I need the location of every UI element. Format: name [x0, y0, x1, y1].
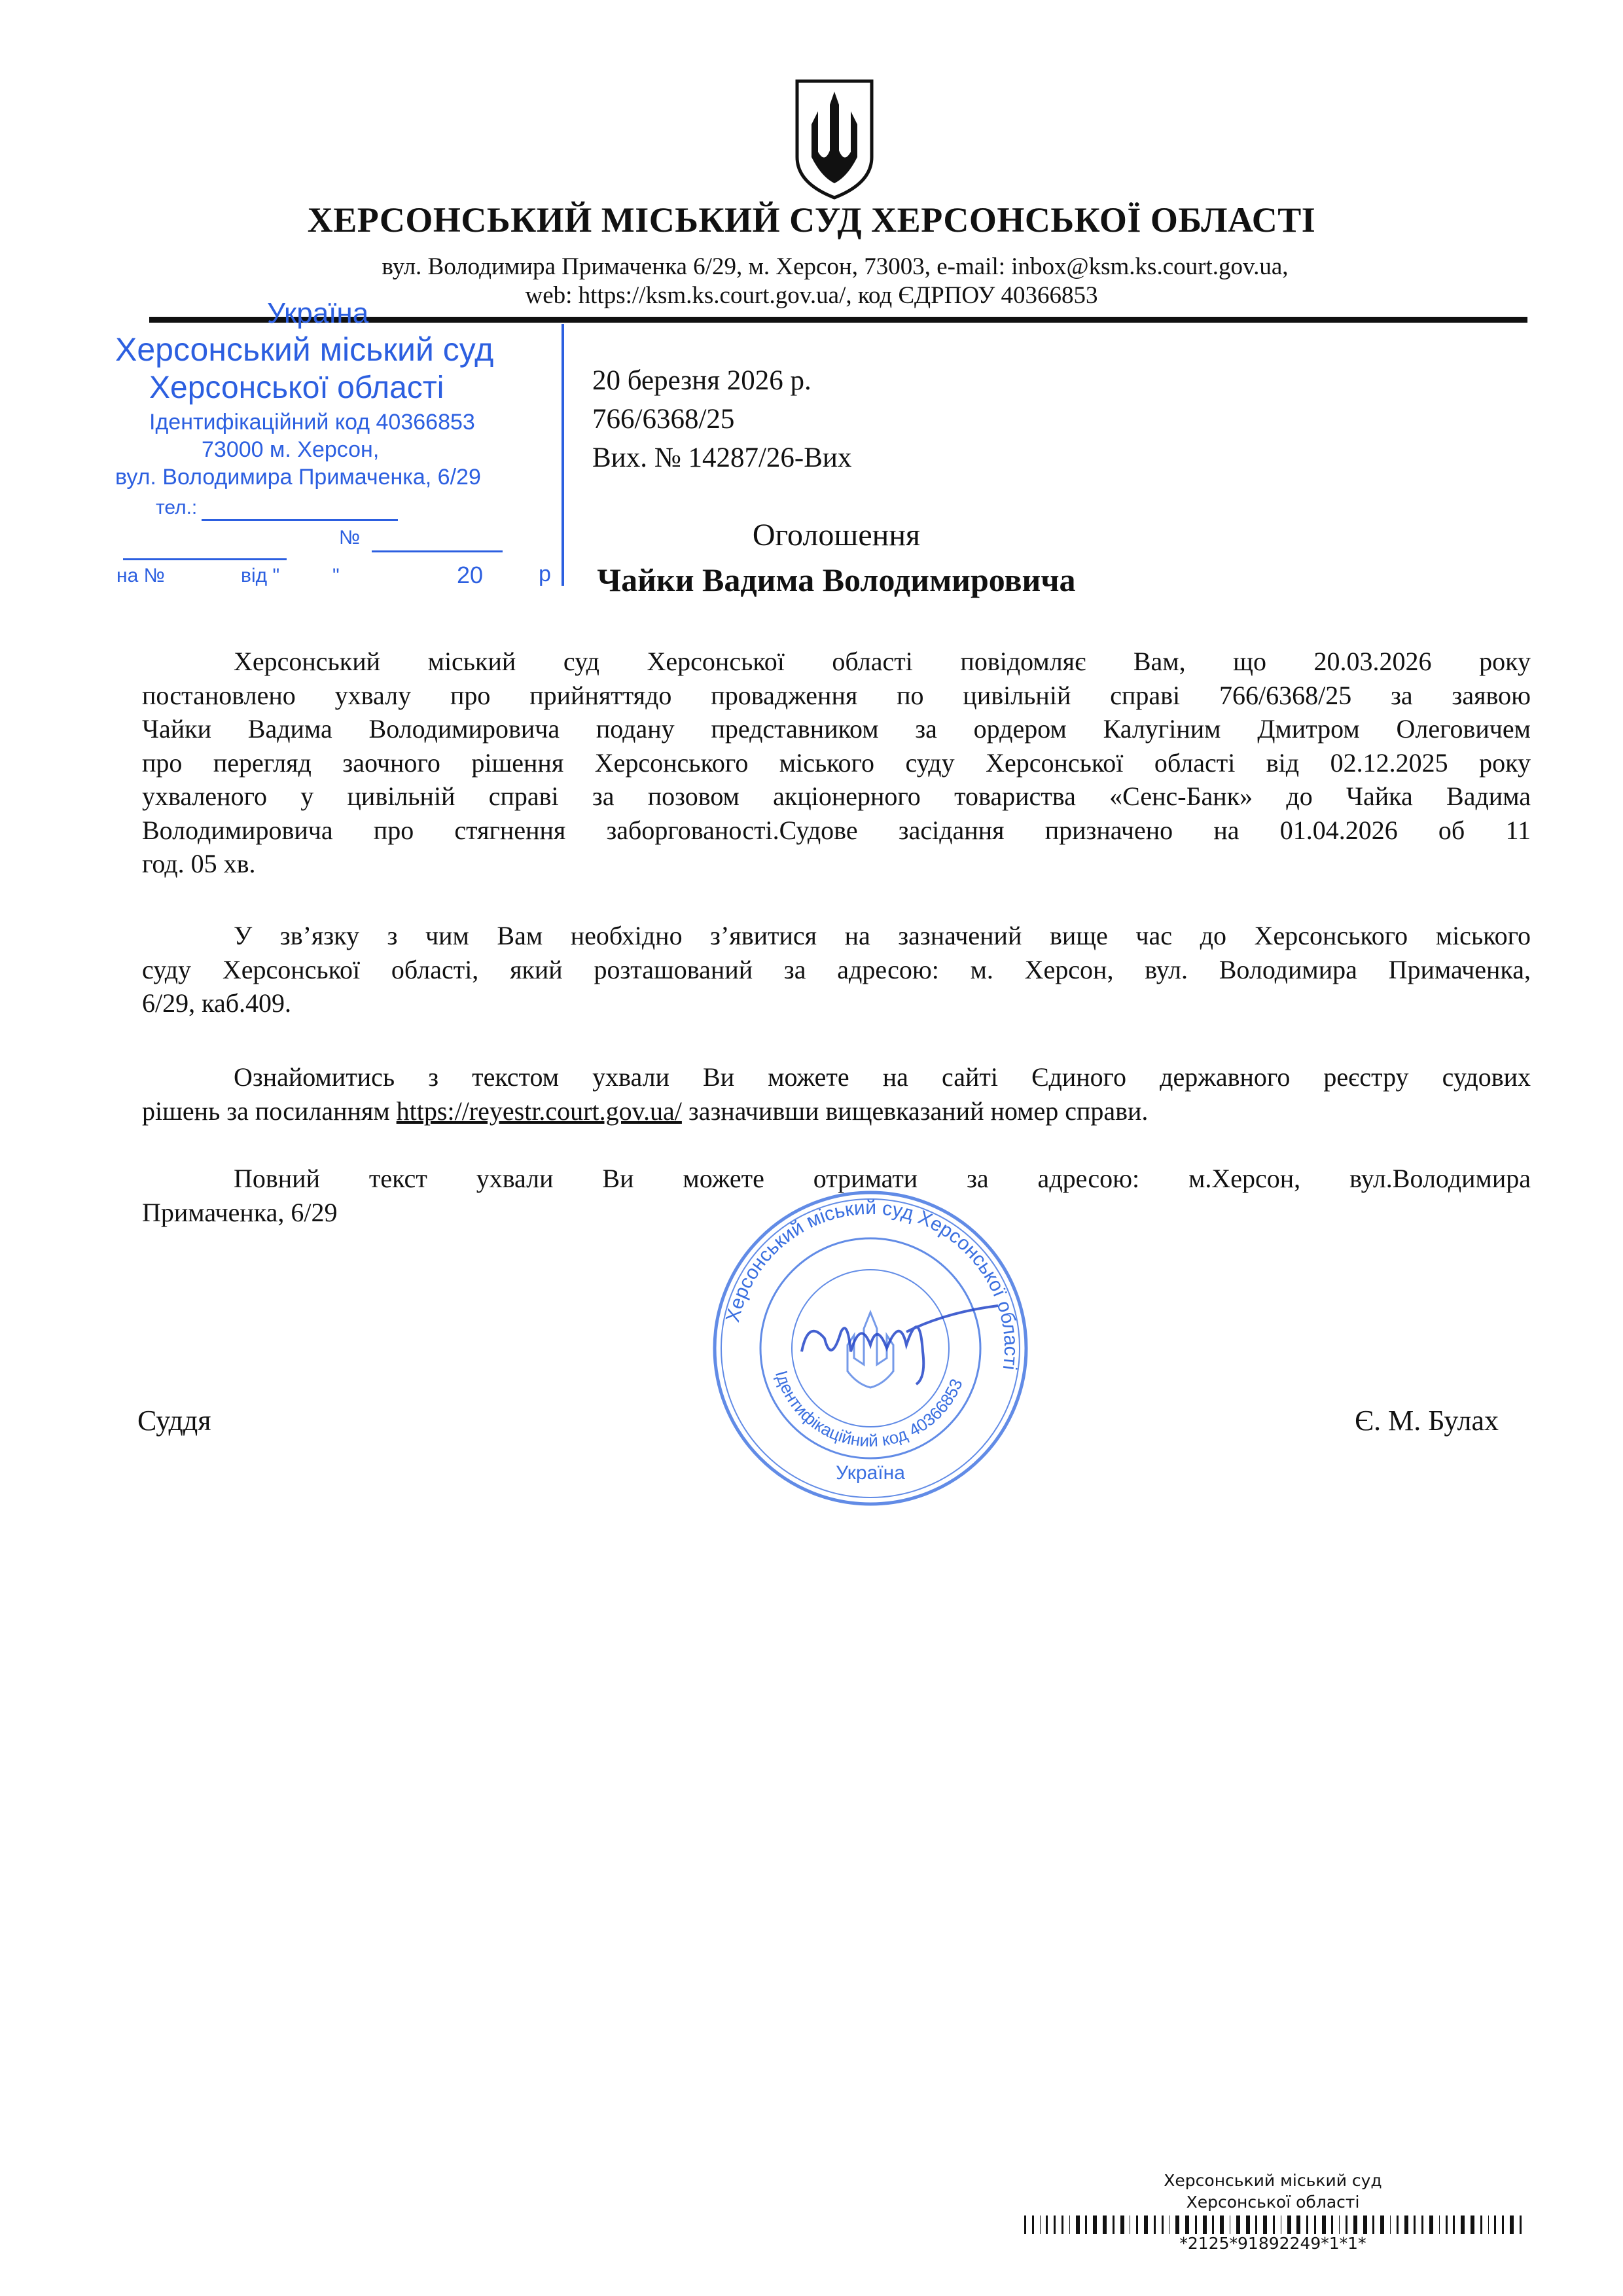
- stamp-id-code: Ідентифікаційний код 40366853: [149, 410, 475, 435]
- barcode-bar: [1488, 2215, 1489, 2234]
- stamp-year-suffix: р: [539, 562, 551, 586]
- barcode-bar: [1120, 2215, 1124, 2234]
- footer-org-line1: Херсонський міський суд: [1164, 2171, 1382, 2190]
- text-line: Примаченка, 6/29: [142, 1197, 338, 1227]
- court-seal: [710, 1188, 1031, 1509]
- document-meta: [592, 361, 851, 477]
- barcode-bar: [1502, 2215, 1504, 2234]
- barcode-bar: [1471, 2215, 1474, 2234]
- barcode-bar: [1421, 2215, 1423, 2234]
- text-line: суду Херсонської області, який розташований за адресою: м. Херсон, вул. Володимира Примаченка,: [142, 954, 1531, 984]
- barcode-bar: [1446, 2215, 1448, 2234]
- barcode: [1024, 2215, 1522, 2234]
- text-fragment: зазначивши вищевказаний номер справи.: [681, 1096, 1149, 1126]
- barcode-bar: [1076, 2215, 1080, 2234]
- barcode-bar: [1136, 2215, 1138, 2234]
- barcode-bar: [1203, 2215, 1207, 2234]
- barcode-bar: [1212, 2215, 1214, 2234]
- paragraph-appearance: [142, 919, 1531, 1020]
- stamp-street: вул. Володимира Примаченка, 6/29: [115, 465, 481, 490]
- barcode-bar: [1061, 2215, 1063, 2234]
- text-line: Херсонський міський суд Херсонської області повідомляє Вам, що 20.03.2026 року: [234, 647, 1531, 676]
- barcode-bar: [1414, 2215, 1416, 2234]
- notice-heading: Оголошення: [752, 518, 921, 552]
- text-line: про перегляд заочного рішення Херсонського міського суду Херсонської області від 02.12.2025 року: [142, 747, 1531, 778]
- stamp-court-line2: Херсонської області: [149, 370, 444, 405]
- barcode-bar: [1390, 2215, 1391, 2234]
- judge-signature: [802, 1306, 998, 1384]
- barcode-bar: [1093, 2215, 1097, 2234]
- stamp-quote: ": [332, 565, 340, 586]
- barcode-bar: [1046, 2215, 1048, 2234]
- barcode-bar: [1175, 2215, 1179, 2234]
- registry-link[interactable]: https://reyestr.court.gov.ua/: [396, 1096, 682, 1126]
- barcode-bar: [1103, 2215, 1107, 2234]
- barcode-bar: [1453, 2215, 1455, 2234]
- text-line: [142, 1094, 1531, 1128]
- barcode-bar: [1480, 2215, 1482, 2234]
- judge-name: Є. М. Булах: [1355, 1405, 1499, 1437]
- text-line: год. 05 хв.: [142, 849, 256, 878]
- text-fragment: рішень за посиланням: [142, 1096, 397, 1126]
- barcode-bar: [1113, 2215, 1115, 2234]
- stamp-number-label: №: [339, 527, 361, 548]
- barcode-bar: [1397, 2215, 1399, 2234]
- stamp-year-prefix: 20: [457, 562, 484, 588]
- barcode-bar: [1246, 2215, 1250, 2234]
- seal-bottom-text: Україна: [836, 1462, 905, 1484]
- text-line: Чайки Вадима Володимировича подану представником за ордером Калугіним Дмитром Олеговичем: [142, 714, 1531, 744]
- barcode-bar: [1439, 2215, 1440, 2234]
- judge-label: Суддя: [137, 1405, 211, 1437]
- barcode-bar: [1263, 2215, 1267, 2234]
- barcode-bar: [1314, 2215, 1316, 2234]
- barcode-bar: [1287, 2215, 1291, 2234]
- barcode-bar: [1185, 2215, 1189, 2234]
- stamp-court-line1: Херсонський міський суд: [115, 331, 494, 368]
- barcode-bar: [1162, 2215, 1164, 2234]
- text-line: постановлено ухвалу про прийняттядо провадження по цивільній справі 766/6368/25 за заявою: [142, 680, 1531, 710]
- barcode-bar: [1404, 2215, 1408, 2234]
- barcode-bar: [1510, 2215, 1514, 2234]
- barcode-bar: [1195, 2215, 1197, 2234]
- footer-org: [1021, 2170, 1525, 2213]
- text-line: Володимировича про стягнення заборгованості.Судове засідання призначено на 01.04.2026 об 11: [142, 815, 1531, 845]
- text-line: ухваленого у цивільній справі за позовом акціонерного товариства «Сенс-Банк» до Чайка Вадима: [142, 781, 1531, 811]
- document-date: 20 березня 2026 р.: [592, 365, 812, 396]
- barcode-bar: [1346, 2215, 1347, 2234]
- barcode-bar: [1273, 2215, 1275, 2234]
- barcode-bar: [1363, 2215, 1367, 2234]
- barcode-bar: [1331, 2215, 1333, 2234]
- stamp-number-blank-left: [123, 558, 287, 560]
- stamp-tel-label: тел.:: [156, 497, 198, 518]
- barcode-bar: [1461, 2215, 1465, 2234]
- barcode-bar: [1144, 2215, 1148, 2234]
- stamp-from-label: від ": [241, 565, 280, 586]
- stamp-ref-label: на №: [116, 565, 165, 586]
- barcode-bar: [1024, 2215, 1026, 2234]
- seal-inner-text: Ідентифікаційний код 40366853: [771, 1368, 967, 1451]
- barcode-bar: [1306, 2215, 1308, 2234]
- trident-icon: [792, 79, 877, 200]
- seal-outer-text: Херсонський міський суд Херсонської області: [722, 1196, 1022, 1372]
- paragraph-registry: [142, 1060, 1531, 1128]
- barcode-bar: [1322, 2215, 1326, 2234]
- barcode-bar: [1236, 2215, 1240, 2234]
- text-line: 6/29, каб.409.: [142, 988, 292, 1018]
- stamp-city: 73000 м. Херсон,: [202, 437, 380, 462]
- court-title: ХЕРСОНСЬКИЙ МІСЬКИЙ СУД ХЕРСОНСЬКОЇ ОБЛАСТІ: [307, 200, 1316, 240]
- barcode-bar: [1069, 2215, 1070, 2234]
- barcode-bar: [1296, 2215, 1300, 2234]
- barcode-bar: [1054, 2215, 1056, 2234]
- barcode-bar: [1339, 2215, 1340, 2234]
- barcode-bar: [1429, 2215, 1433, 2234]
- barcode-bar: [1040, 2215, 1041, 2234]
- barcode-bar: [1372, 2215, 1374, 2234]
- text-line: Ознайомитись з текстом ухвали Ви можете на сайті Єдиного державного реєстру судових: [234, 1062, 1531, 1092]
- text-line: У зв’язку з чим Вам необхідно з’явитися на зазначений вище час до Херсонського міського: [234, 921, 1531, 950]
- case-number: 766/6368/25: [592, 404, 735, 435]
- barcode-bar: [1220, 2215, 1224, 2234]
- court-web-code: web: https://ksm.ks.court.gov.ua/, код ЄДРПОУ 40366853: [525, 282, 1098, 309]
- barcode-bar: [1380, 2215, 1384, 2234]
- outgoing-number: Вих. № 14287/26-Вих: [592, 442, 852, 473]
- barcode-bar: [1085, 2215, 1087, 2234]
- barcode-bar: [1494, 2215, 1496, 2234]
- barcode-bar: [1520, 2215, 1522, 2234]
- barcode-bar: [1154, 2215, 1156, 2234]
- barcode-number: *2125*91892249*1*1*: [1179, 2234, 1366, 2253]
- barcode-bar: [1032, 2215, 1034, 2234]
- paragraph-hearing: [142, 645, 1531, 881]
- text-line: Повний текст ухвали Ви можете отримати за адресою: м.Херсон, вул.Володимира: [234, 1164, 1531, 1193]
- footer-org-line2: Херсонської області: [1186, 2193, 1360, 2212]
- court-address: вул. Володимира Примаченка 6/29, м. Херсон, 73003, e-mail: inbox@ksm.ks.court.gov.ua,: [382, 253, 1289, 280]
- barcode-bar: [1353, 2215, 1357, 2234]
- stamp-country: Україна: [267, 297, 369, 329]
- barcode-bar: [1255, 2215, 1257, 2234]
- notice-addressee: Чайки Вадима Володимировича: [597, 562, 1076, 598]
